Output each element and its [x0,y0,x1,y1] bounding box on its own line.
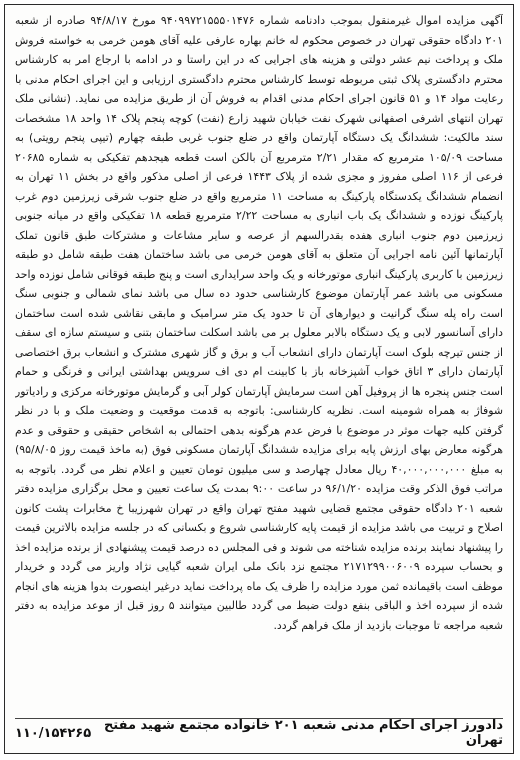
notice-body-text: آگهی مزایده اموال غیرمنقول بموجب دادنامه شماره ۹۴۰۹۹۷۲۱۵۵۵۰۱۴۷۶ مورخ ۹۴/۸/۱۷ صادره از شعبه ۲۰۱ دادگاه حقوقی تهران در خصوص محکوم له خانم بهاره عارفی علیه آقای هومن خرمی به خواسته فروش ملک و پرداخت نیم عشر دولتی و هزینه های اجرایی که در این راستا و در ادامه با ارجاع امر به کارشناس محترم دادگستری پلاک ثبتی مربوطه توسط کارشناس محترم دادگستری ارزیابی و این اجرای احکام مدنی با رعایت مواد ۱۴ و ۵۱ قانون اجرای احکام مدنی اقدام به فروش آن از طریق مزایده می نماید. (نشانی ملک تهران انتهای اشرفی اصفهانی شهرک نفت خیابان شهید زارع (نفت) کوچه پنجم پلاک ۱۴ واحد ۱۸ مشخصات سند مالکیت: ششدانگ یک دستگاه آپارتمان واقع در ضلع جنوب غربی طبقه چهارم (تیپی پنجم رویتی) به مساحت ۱۰۵/۰۹ مترمربع که مقدار ۲/۲۱ مترمربع آن بالکن است قطعه هیجدهم تفکیکی به شماره ۲۰۶۸۵ فرعی از ۱۱۶ اصلی مفروز و مجزی شده از پلاک ۱۴۴۳ فرعی از اصلی مذکور واقع در بخش ۱۱ تهران به انضمام ششدانگ یکدستگاه پارکینگ به مساحت ۱۱ مترمربع واقع در ضلع جنوب شرقی زیرزمین دوم غرب پارکینگ نوزده و ششدانگ یک باب انباری به مساحت ۲/۲۲ مترمربع قطعه ۱۸ تفکیکی واقع در میانه جنوبی زیرزمین دوم جنوب انباری هفده بقدرالسهم از عرصه و سایر مشاعات و مشترکات طبق قانون تملک آپارتمانها آئین نامه اجرایی آن متعلق به آقای هومن خرمی می باشد ساختمان هفت طبقه شامل دو طبقه زیرزمین با کاربری پارکینگ انباری موتورخانه و یک واحد سرایداری است و پنج طبقه فوقانی شامل نوزده واحد مسکونی می باشد عمر آپارتمان موضوع کارشناسی حدود ده سال می باشد نمای شمالی و جنوبی سنگ است راه پله سنگ گرانیت و دیوارهای آن تا حدود یک متر سرامیک و مابقی نقاشی شده است ساختمان دارای آسانسور لابی و یک دستگاه بالابر معلول بر می باشد اسکلت ساختمان بتنی و سیستم سازه ای سقف از جنس تیرچه بلوک است آپارتمان دارای انشعاب آب و برق و گاز شهری مشترک و انشعاب برق اختصاصی آپارتمان دارای ۳ اتاق خواب آشپزخانه باز با کابینت ام دی اف سرویس بهداشتی ایرانی و فرنگی و حمام است جنس پنجره ها از پروفیل آهن است سرمایش آپارتمان کولر آبی و گرمایش موتورخانه مرکزی و رادیاتور شوفاژ به همراه شومینه است. نظریه کارشناسی: باتوجه به قدمت موقعیت و وضعیت ملک و با در نظر گرفتن کلیه جهات موثر در موضوع با فرض عدم هرگونه بدهی احتمالی به اشخاص حقیقی و حقوقی و عدم هرگونه معارض بهای ارزش پایه برای مزایده ششدانگ آپارتمان مسکونی فوق (به ماخذ قیمت روز ۹۵/۸/۰۵) به مبلغ ۴۰,۰۰۰,۰۰۰,۰۰۰ ریال معادل چهارصد و سی میلیون تومان تعیین و اعلام نظر می گردد. باتوجه به مراتب فوق الذکر وقت مزایده ۹۶/۱/۲۰ در ساعت ۹:۰۰ بمدت یک ساعت تعیین و محل برگزاری مزایده دفتر شعبه ۲۰۱ دادگاه حقوقی مجتمع قضایی شهید مفتح تهران واقع در تهران شهرزیبا خ مخابرات پشت کانون اصلاح و تربیت می باشد مزایده از قیمت پایه کارشناسی شروع و بکسانی که در جلسه مزایده بالاترین قیمت را پیشنهاد نمایند برنده مزایده شناخته می شوند و فی المجلس ده درصد قیمت پیشنهادی از برنده مزایده اخذ و بحساب سپرده ۲۱۷۱۲۹۹۰۰۶۰۰۹ مجتمع نزد بانک ملی ایران شعبه گیایی نژاد واریز می گردد و خریدار موظف است باقیمانده ثمن مورد مزایده را ظرف یک ماه پرداخت نماید درغیر اینصورت بدوا هزینه های انجام شده از سپرده اخذ و الباقی بنفع دولت ضبط می گردد طالبین میتوانند ۵ روز قبل از موعد مزایده به دفتر شعبه مراجعه تا موجبات بازدید از ملک فراهم گردد. [15,14,503,632]
legal-notice [4,4,514,754]
notice-reference-code: ۱۱۰/۱۵۴۲۶۵ [15,725,92,741]
issuing-office: دادورز اجرای احکام مدنی شعبه ۲۰۱ خانواده مجتمع شهید مفتح تهران [103,718,503,748]
notice-footer [15,718,503,747]
